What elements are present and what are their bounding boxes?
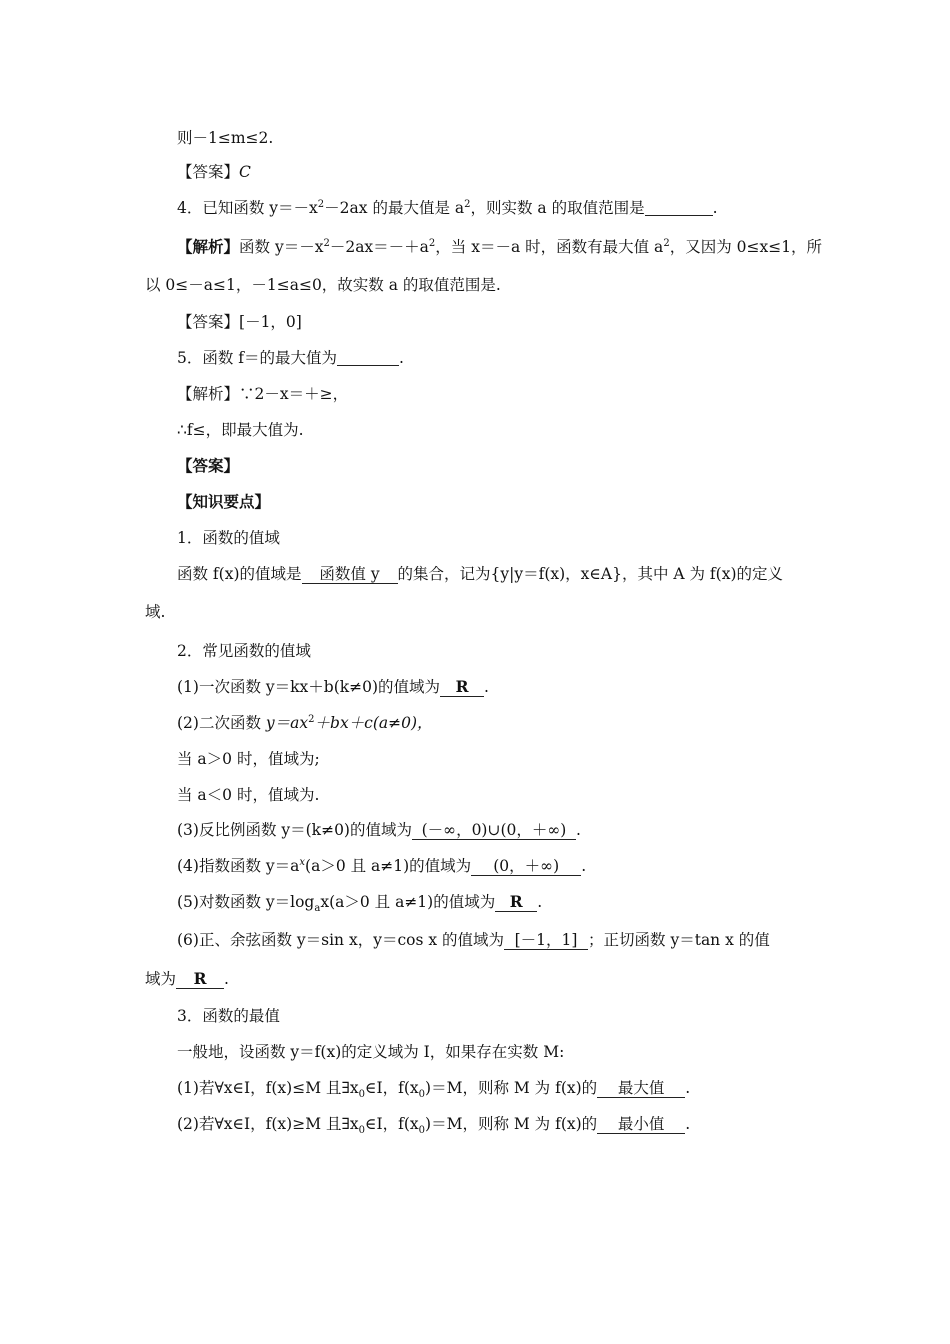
subsection-heading: 1．函数的值域 xyxy=(177,529,280,547)
filled-blank: 最小值 xyxy=(597,1115,685,1134)
subsection-heading: 2．常见函数的值域 xyxy=(177,642,311,660)
text-line: 以 0≤－a≤1，－1≤a≤0，故实数 a 的取值范围是. xyxy=(145,276,501,294)
text-line: 当 a＞0 时，值域为; xyxy=(177,750,320,768)
text-line: ∴f≤，即最大值为. xyxy=(177,421,304,439)
text-line: (3)反比例函数 y＝(k≠0)的值域为 (－∞，0)∪(0，＋∞) . xyxy=(177,821,581,839)
section-heading: 【知识要点】 xyxy=(177,492,271,511)
answer-blank xyxy=(337,349,399,366)
filled-blank: [－1，1] xyxy=(504,931,588,950)
text-line: 域. xyxy=(145,603,166,621)
question-4: 4．已知函数 $y=-x^2-2ax$ 的最大值是 $a^2$，则实数 a 的取值范围是 . xyxy=(177,198,718,217)
subsection-heading: 3．函数的最值 xyxy=(177,1007,280,1025)
question-5: 5．函数 f＝的最大值为 . xyxy=(177,349,404,367)
text-line: (1)若∀x∈I，f(x)≤M 且$\exists x_0\in I$，$f(x_0)=M$，则称 M 为 f(x)的 最大值 . xyxy=(177,1079,691,1101)
filled-blank: (0，＋∞) xyxy=(471,857,581,876)
text-line: 域为 R . xyxy=(145,969,229,988)
analysis-line: 【解析】∵2－x＝＋≥， xyxy=(177,385,349,403)
analysis-line: 【解析】函数 $y=-x^2-2ax=-+a^2$，当 x＝－a 时，函数有最大值 $a^2$，又因为 0≤x≤1，所 xyxy=(177,237,823,256)
text-line: (4)指数函数 $y=a^x(a>0$ 且 a≠1)的值域为 (0，＋∞) . xyxy=(177,856,587,875)
text-line: (6)正、余弦函数 y＝sin x，y＝cos x 的值域为 [－1，1] ；正切函数 y＝tan x 的值 xyxy=(177,931,770,949)
text-line: 一般地，设函数 y＝f(x)的定义域为 I，如果存在实数 M: xyxy=(177,1043,565,1061)
text-line: (2)若∀x∈I，f(x)≥M 且$\exists x_0\in I$，$f(x_0)=M$，则称 M 为 f(x)的 最小值 . xyxy=(177,1115,691,1137)
filled-blank: R xyxy=(495,893,537,912)
text-line: 函数 f(x)的值域是 函数值 y 的集合，记为{y|y＝f(x)，x∈A}，其中 A 为 f(x)的定义 xyxy=(177,565,783,583)
text-line: (1)一次函数 y＝kx＋b(k≠0)的值域为 R . xyxy=(177,677,489,696)
answer-line: 【答案】[－1，0] xyxy=(177,313,302,331)
answer-blank xyxy=(645,199,713,216)
filled-blank: (－∞，0)∪(0，＋∞) xyxy=(412,821,576,840)
text-line: 则－1≤m≤2. xyxy=(177,129,274,147)
text-line: (2)二次函数 $y=ax^2+bx+c(a\ne 0)$， xyxy=(177,713,433,732)
filled-blank: 函数值 y xyxy=(302,565,398,584)
filled-blank: R xyxy=(440,678,484,697)
answer-line: 【答案】 xyxy=(177,456,240,475)
answer-line: 【答案】C xyxy=(177,163,251,181)
text-line: (5)对数函数 $y=\log_ax(a>0$ 且 a≠1)的值域为 R . xyxy=(177,892,543,915)
filled-blank: 最大值 xyxy=(597,1079,685,1098)
text-line: 当 a＜0 时，值域为. xyxy=(177,786,320,804)
filled-blank: R xyxy=(176,970,224,989)
